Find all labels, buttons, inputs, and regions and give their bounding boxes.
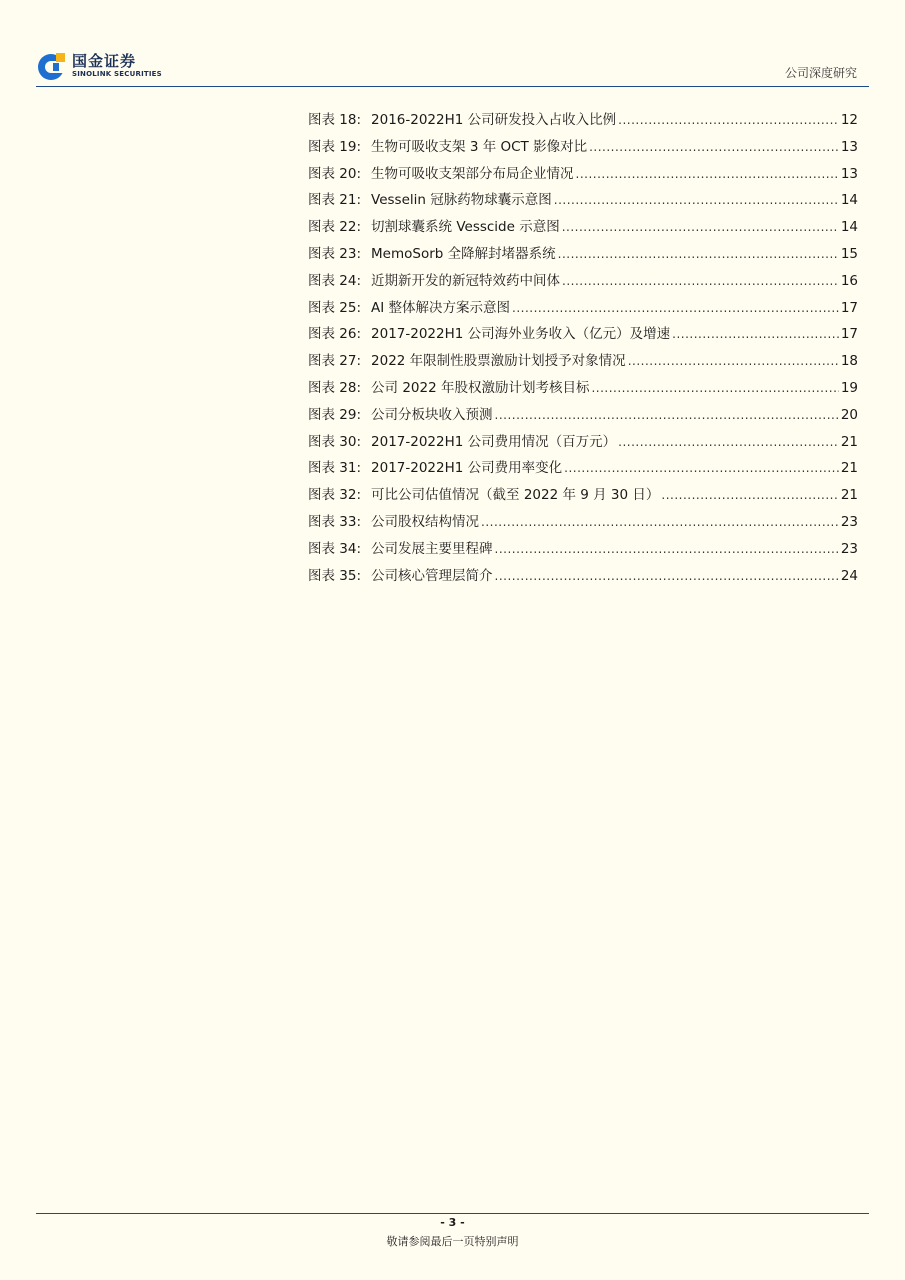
figure-number: 图表 27: bbox=[308, 353, 362, 370]
page-header bbox=[0, 0, 905, 90]
footer-divider bbox=[36, 1213, 869, 1214]
figure-page-number: 18 bbox=[840, 353, 858, 370]
figure-number: 图表 29: bbox=[308, 406, 362, 423]
figure-number: 图表 18: bbox=[308, 112, 362, 128]
dot-leader bbox=[628, 354, 839, 368]
figure-title: 切割球囊系统 Vesscide 示意图 bbox=[371, 219, 560, 236]
figure-list-entry[interactable] bbox=[308, 376, 858, 403]
figure-number: 图表 30: bbox=[308, 433, 362, 450]
dot-leader bbox=[661, 488, 838, 502]
dot-leader bbox=[591, 381, 838, 395]
dot-leader bbox=[554, 193, 839, 207]
figure-number: 图表 25: bbox=[308, 299, 362, 316]
page-number: - 3 - bbox=[440, 1216, 465, 1229]
figure-number: 图表 26: bbox=[308, 326, 362, 343]
dot-leader bbox=[618, 435, 839, 449]
logo-english-name: SINOLINK SECURITIES bbox=[72, 70, 162, 78]
header-divider bbox=[36, 86, 869, 87]
company-logo bbox=[36, 50, 162, 82]
dot-leader bbox=[512, 301, 839, 315]
figure-title: 公司发展主要里程碑 bbox=[371, 540, 493, 557]
dot-leader bbox=[495, 569, 839, 583]
figure-number: 图表 24: bbox=[308, 272, 362, 289]
figure-page-number: 13 bbox=[840, 138, 858, 155]
figure-title: MemoSorb 全降解封堵器系统 bbox=[371, 245, 556, 262]
figure-page-number: 16 bbox=[840, 272, 858, 289]
logo-chinese-name: 国金证券 bbox=[72, 52, 137, 70]
figure-title: 公司分板块收入预测 bbox=[371, 406, 493, 423]
figure-title: 2017-2022H1 公司费用情况（百万元） bbox=[371, 433, 617, 450]
figure-page-number: 20 bbox=[840, 406, 858, 423]
figure-list-entry[interactable] bbox=[308, 322, 858, 349]
figure-list-entry[interactable] bbox=[308, 510, 858, 537]
dot-leader bbox=[562, 220, 839, 234]
figure-list-entry[interactable] bbox=[308, 430, 858, 457]
figure-page-number: 21 bbox=[840, 460, 858, 477]
figure-number: 图表 28: bbox=[308, 379, 362, 396]
figure-title: 生物可吸收支架部分布局企业情况 bbox=[371, 165, 574, 182]
figure-page-number: 19 bbox=[840, 379, 858, 396]
figure-page-number: 17 bbox=[840, 299, 858, 316]
figure-title: 2017-2022H1 公司费用率变化 bbox=[371, 460, 563, 477]
figure-list-entry[interactable] bbox=[308, 269, 858, 296]
figure-number: 图表 32: bbox=[308, 487, 362, 504]
figure-list-entry[interactable] bbox=[308, 135, 858, 162]
figure-number: 图表 35: bbox=[308, 567, 362, 584]
figure-page-number: 17 bbox=[840, 326, 858, 343]
sinolink-logo-icon bbox=[36, 50, 68, 82]
figure-title: 可比公司估值情况（截至 2022 年 9 月 30 日） bbox=[371, 487, 660, 504]
figure-title: 公司股权结构情况 bbox=[371, 513, 480, 530]
figure-number: 图表 33: bbox=[308, 513, 362, 530]
report-type-label: 公司深度研究 bbox=[784, 66, 857, 80]
figure-page-number: 13 bbox=[840, 165, 858, 182]
figure-number: 图表 20: bbox=[308, 165, 362, 182]
dot-leader bbox=[672, 327, 839, 341]
figure-title: 2022 年限制性股票激励计划授予对象情况 bbox=[371, 353, 626, 370]
figure-title: 公司 2022 年股权激励计划考核目标 bbox=[371, 379, 590, 396]
dot-leader bbox=[562, 274, 839, 288]
figure-page-number: 14 bbox=[840, 192, 858, 209]
dot-leader bbox=[481, 515, 839, 529]
figure-title: 2017-2022H1 公司海外业务收入（亿元）及增速 bbox=[371, 326, 671, 343]
figure-number: 图表 21: bbox=[308, 192, 362, 209]
figure-page-number: 21 bbox=[840, 487, 858, 504]
figure-page-number: 24 bbox=[840, 567, 858, 584]
figure-title: Vesselin 冠脉药物球囊示意图 bbox=[371, 192, 552, 209]
figure-page-number: 23 bbox=[840, 513, 858, 530]
dot-leader bbox=[495, 408, 839, 422]
figure-number: 图表 22: bbox=[308, 219, 362, 236]
figure-title: 公司核心管理层简介 bbox=[371, 567, 493, 584]
figure-list-entry[interactable] bbox=[308, 188, 858, 215]
figure-list-entry[interactable] bbox=[308, 537, 858, 564]
figure-list-entry[interactable] bbox=[308, 483, 858, 510]
figure-number: 图表 34: bbox=[308, 540, 362, 557]
figure-number: 图表 31: bbox=[308, 460, 362, 477]
figure-list-entry[interactable] bbox=[308, 349, 858, 376]
figure-list-entry[interactable] bbox=[308, 403, 858, 430]
dot-leader bbox=[618, 113, 839, 127]
figure-page-number: 21 bbox=[840, 433, 858, 450]
figure-title: 近期新开发的新冠特效药中间体 bbox=[371, 272, 561, 289]
dot-leader bbox=[564, 461, 839, 475]
figure-number: 图表 23: bbox=[308, 245, 362, 262]
disclaimer-note: 敬请参阅最后一页特别声明 bbox=[386, 1235, 519, 1248]
figure-title: 生物可吸收支架 3 年 OCT 影像对比 bbox=[371, 138, 588, 155]
dot-leader bbox=[589, 140, 839, 154]
figure-list-entry[interactable] bbox=[308, 215, 858, 242]
figure-page-number: 12 bbox=[840, 112, 858, 128]
figure-list-entry[interactable] bbox=[308, 564, 858, 591]
figure-page-number: 15 bbox=[840, 245, 858, 262]
dot-leader bbox=[576, 167, 839, 181]
figure-page-number: 23 bbox=[840, 540, 858, 557]
figure-page-number: 14 bbox=[840, 219, 858, 236]
figure-list-entry[interactable] bbox=[308, 296, 858, 323]
dot-leader bbox=[558, 247, 839, 261]
figure-title: AI 整体解决方案示意图 bbox=[371, 299, 511, 316]
figure-list bbox=[308, 108, 858, 590]
dot-leader bbox=[495, 542, 839, 556]
figure-title: 2016-2022H1 公司研发投入占收入比例 bbox=[371, 112, 617, 128]
figure-list-entry[interactable] bbox=[308, 108, 858, 135]
figure-number: 图表 19: bbox=[308, 138, 362, 155]
figure-list-entry[interactable] bbox=[308, 456, 858, 483]
figure-list-entry[interactable] bbox=[308, 242, 858, 269]
figure-list-entry[interactable] bbox=[308, 162, 858, 189]
